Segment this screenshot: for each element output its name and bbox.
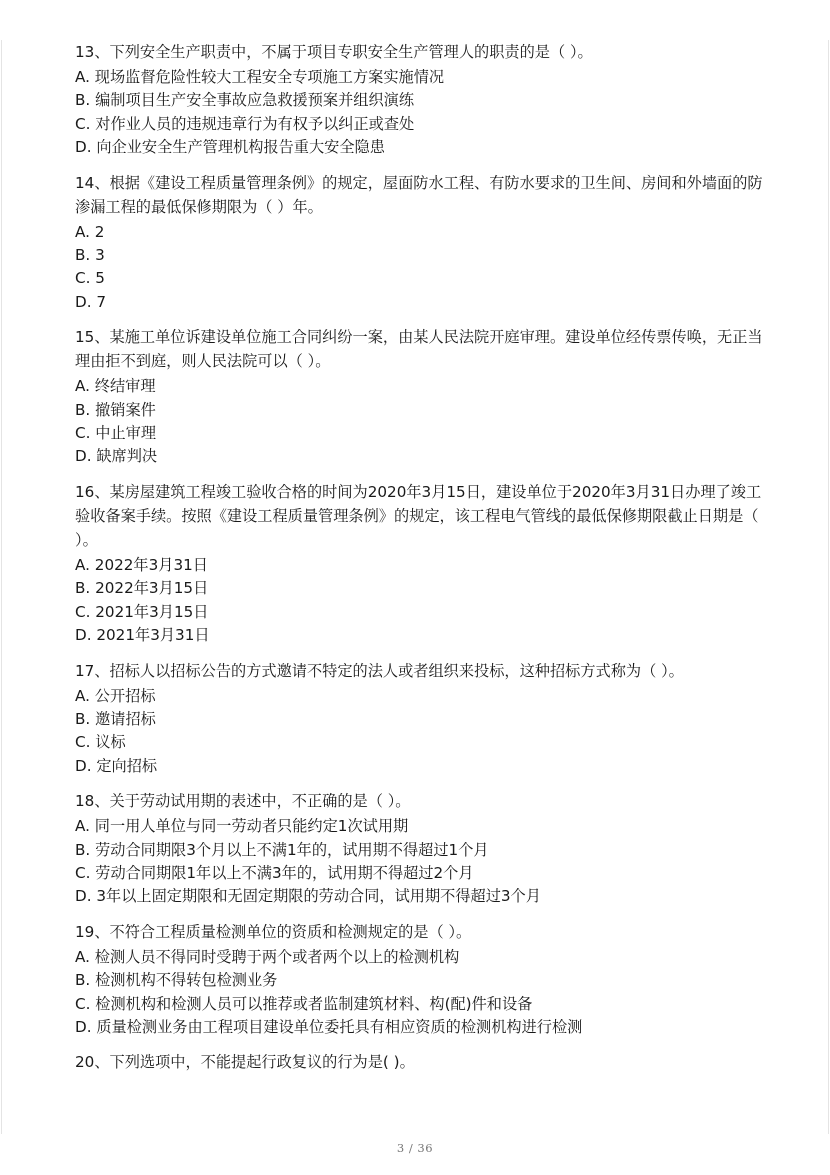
question-stem: 17、招标人以招标公告的方式邀请不特定的法人或者组织来投标，这种招标方式称为（ ）。 [75, 661, 684, 680]
option-b: B. 撤销案件 [75, 400, 156, 419]
option-a: A. 现场监督危险性较大工程安全专项施工方案实施情况 [75, 68, 445, 86]
option-a: A. 检测人员不得同时受聘于两个或者两个以上的检测机构 [75, 947, 460, 966]
question-stem: 20、下列选项中，不能提起行政复议的行为是( )。 [75, 1053, 415, 1072]
option-a: A. 2 [75, 222, 105, 241]
option-b: B. 邀请招标 [75, 709, 156, 728]
page-right-edge [828, 40, 829, 1134]
option-a: A. 2022年3月31日 [75, 555, 208, 574]
option-b: B. 劳动合同期限3个月以上不满1年的，试用期不得超过1个月 [75, 840, 489, 859]
question-14 [75, 171, 765, 315]
page-left-edge [1, 40, 2, 1134]
option-b: B. 2022年3月15日 [75, 579, 209, 598]
option-d: D. 向企业安全生产管理机构报告重大安全隐患 [75, 138, 385, 157]
question-16 [75, 480, 765, 648]
question-15 [75, 325, 765, 469]
question-20 [75, 1050, 765, 1074]
option-c: C. 2021年3月15日 [75, 602, 209, 621]
question-18 [75, 789, 765, 909]
question-stem: 13、下列安全生产职责中，不属于项目专职安全生产管理人的职责的是（ ）。 [75, 43, 593, 61]
option-c: C. 检测机构和检测人员可以推荐或者监制建筑材料、构(配)件和设备 [75, 994, 533, 1013]
question-13 [75, 40, 765, 160]
option-c: C. 5 [75, 269, 105, 288]
option-a: A. 终结审理 [75, 377, 156, 396]
option-b: B. 检测机构不得转包检测业务 [75, 971, 278, 990]
option-c: C. 中止审理 [75, 424, 157, 443]
option-c: C. 议标 [75, 733, 126, 752]
option-d: D. 定向招标 [75, 756, 158, 775]
document-page [75, 40, 765, 1085]
option-d: D. 7 [75, 292, 107, 311]
question-19 [75, 920, 765, 1040]
option-c: C. 劳动合同期限1年以上不满3年的，试用期不得超过2个月 [75, 863, 474, 882]
question-17 [75, 659, 765, 779]
option-b: B. 编制项目生产安全事故应急救援预案并组织演练 [75, 91, 415, 110]
question-stem: 18、关于劳动试用期的表述中，不正确的是（ ）。 [75, 792, 411, 811]
question-stem: 14、根据《建设工程质量管理条例》的规定，屋面防水工程、有防水要求的卫生间、房间和外墙面的防渗漏工程的最低保修期限为（ ）年。 [75, 173, 763, 216]
option-a: A. 同一用人单位与同一劳动者只能约定1次试用期 [75, 817, 409, 836]
option-b: B. 3 [75, 246, 105, 265]
question-stem: 15、某施工单位诉建设单位施工合同纠纷一案，由某人民法院开庭审理。建设单位经传票传唤，无正当理由拒不到庭，则人民法院可以（ ）。 [75, 328, 763, 371]
option-d: D. 质量检测业务由工程项目建设单位委托具有相应资质的检测机构进行检测 [75, 1017, 583, 1036]
option-c: C. 对作业人员的违规违章行为有权予以纠正或查处 [75, 114, 415, 133]
option-a: A. 公开招标 [75, 686, 156, 705]
page-indicator: 3 / 36 [396, 1141, 434, 1155]
option-d: D. 2021年3月31日 [75, 626, 210, 645]
option-d: D. 3年以上固定期限和无固定期限的劳动合同，试用期不得超过3个月 [75, 887, 541, 906]
option-d: D. 缺席判决 [75, 447, 158, 466]
question-stem: 19、不符合工程质量检测单位的资质和检测规定的是（ ）。 [75, 922, 472, 941]
question-stem: 16、某房屋建筑工程竣工验收合格的时间为2020年3月15日，建设单位于2020年3月31日办理了竣工验收备案手续。按照《建设工程质量管理条例》的规定，该工程电气管线的最低保修期限截止日期是（ ）。 [75, 482, 762, 549]
